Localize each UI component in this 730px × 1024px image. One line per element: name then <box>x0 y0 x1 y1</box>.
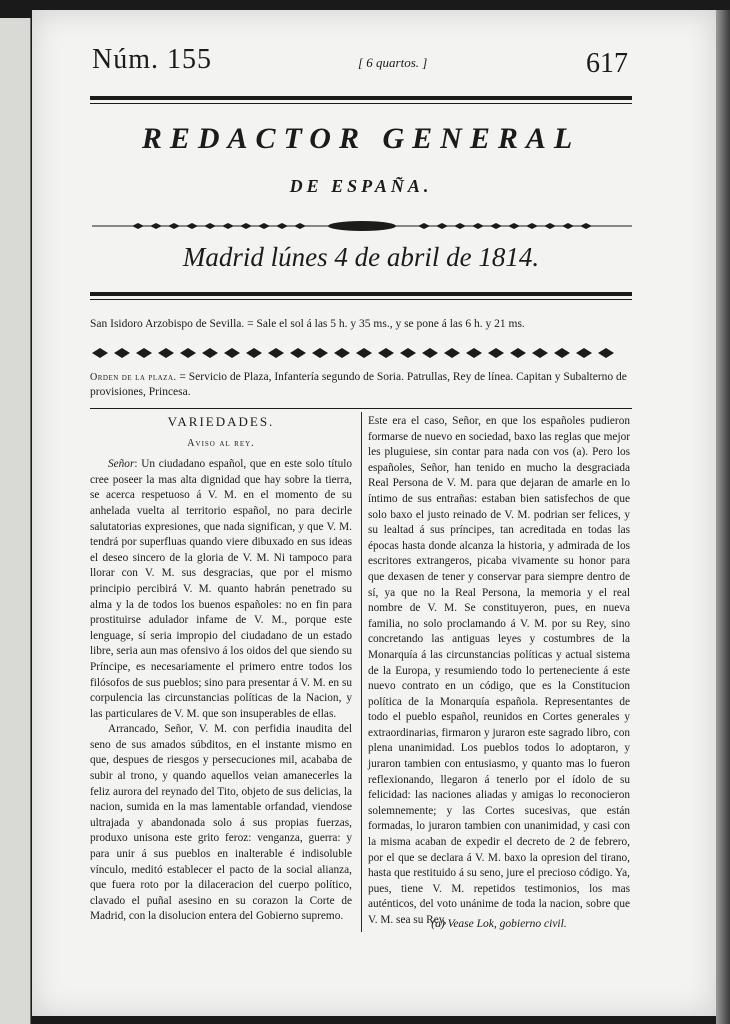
plaza-label: Orden de la plaza. <box>90 372 177 383</box>
paragraph: Este era el caso, Señor, en que los españoles pudieron formarse de nuevo en sociedad, baxo las reglas que mejor les pluguiese, sin contar para nada con vos (a). Pero los españoles, Señor, han tenido en mucho la desgraciada Real Persona de V. M. para que dejaran de amarle en lo íntimo de sus entrañas: estaban bien satisfechos de que solo baxo el justo reinado de V. M. podrian ser felices, y su lealtad á sus príncipes, tan acreditada en todas las épocas hasta donde alcanza la historia, y admirada de los escritores extrangeros, picaba vivamente su honor para que dexasen de tener y conservar para siempre dentro de sí, ya que no la Real Persona, la memoria y el real nombre de V. M. Se constituyeron, pues, en nueva familia, no solo proclamando á V. M. por su Rey, sino concretando las antiguas leyes y costumbres de la Monarquía á las circunstancias políticas y actual sistema de la Europa, y resumiendo todo lo perteneciente á este nuevo contrato en un código, que es la Constitucion política de la Monarquía española. Representantes de todo el pueblo español, reunidos en Cortes generales y extraordinarias, firmaron y juraron este sagrado libro, con plena unanimidad. Los pueblos todos lo adoptaron, y juraron tambien con entusiasmo, y quanto mas lo fueron reflexionando, llegaron á tenerlo por el ídolo de su felicidad: las naciones aliadas y amigas lo reconocieron solemnemente; y las Cortes sucesivas, que están formadas, lo juraron tambien con unanimidad, y casi con la misma acaban de expedir el decreto de 2 de febrero, por el que se declara á V. M. baxo la opresion del tirano, hasta que restituido á su seno, jure el precioso código. Ya, pues, tiene V. M. repetidos testimonios, los mas auténticos, del voto unánime de toda la nacion, sobre que V. M. sea su Rey, <box>368 415 630 926</box>
issue-number: Núm. 155 <box>92 44 212 75</box>
masthead-title: REDACTOR GENERAL <box>141 122 581 155</box>
left-column <box>90 414 352 925</box>
header-rule-thin <box>90 103 632 104</box>
ornament-divider-icon <box>92 218 632 234</box>
plaza-text: = Servicio de Plaza, Infantería segundo de Soria. Patrullas, Rey de línea. Capitan y Subalterno de provisiones, Princesa. <box>90 371 627 398</box>
paragraph-text: : Un ciudadano español, que en este solo título cree poseer la mas alta dignidad que hay sobre la tierra, se acerca respetuoso á V. M. en el momento de su anhelada vuelta al territorio español, no para decirle salutatorias expresiones, que nada significan, y que V. M. tendrá por superfluas quando viere dibuxado en sus ideas el deseo sincero de la gloria de V. M. Ni tampoco para llorar con V. M. sus desgracias, que por el mismo principio percibirá V. M. quanto habrán penetrado su alma y la de todos los buenos españoles: no en fin para prostituirse adulador infame de V. M., porque este lenguage, sí seria impropio del ciudadano de un estado libre, seria aun mas ofensivo á los oidos del que siendo su Príncipe, es necesariamente el primero entre todos los filósofos de sus pueblos; sino para presentar á V. M. en su corpulencia las circunstancias políticas de la Nacion, y las particulares de V. M. que son insuperables de ellas. <box>90 458 352 720</box>
dateline-rule-thin <box>90 299 632 300</box>
columns-top-rule <box>90 408 632 409</box>
dateline-rule-thick <box>90 292 632 296</box>
page-edge-shadow <box>716 10 730 1024</box>
paragraph: Arrancado, Señor, V. M. con perfidia inaudita del seno de sus amados súbditos, en el instante mismo en que, despues de riesgos y persecuciones mil, acababa de subir al trono, y quando aquellos veian amanecerles la feliz aurora del reynado del Tito, objeto de sus delicias, la nacion, sumida en la mas lamentable orfandad, viendose ultrajada y abandonada solo á sus propias fuerzas, produxo unisona este grito feroz: venganza, guerra: y para unir á sus pueblos en inalterable é indisoluble vínculo, meditó establecer el pacto de la social alianza, que fuera roto por la dilaceracion del cuerpo político, clavado el puñal asesino en su corazon la Corte de Madrid, con la disolucion entera del Gobierno supremo. <box>90 723 352 923</box>
footnote: (a) Vease Lok, gobierno civil. <box>431 918 567 930</box>
page-number: 617 <box>586 48 628 79</box>
section-subheading: Aviso al rey. <box>187 437 255 449</box>
masthead-subtitle: DE ESPAÑA. <box>289 176 433 196</box>
issue-price: [ 6 quartos. ] <box>358 55 428 70</box>
dateline: Madrid lúnes 4 de abril de 1814. <box>182 242 540 272</box>
right-column <box>368 414 630 929</box>
facing-page-edge <box>0 18 31 1024</box>
lead-word: Señor <box>108 458 135 471</box>
header-rule-top <box>90 96 632 100</box>
diamond-border-icon <box>92 346 624 360</box>
section-heading: VARIEDADES. <box>167 414 275 429</box>
paragraph <box>90 457 352 722</box>
saint-of-day-line: San Isidoro Arzobispo de Sevilla. = Sale el sol á las 5 h. y 35 ms., y se pone á las 6 h. y 21 ms. <box>90 318 525 330</box>
column-divider <box>361 412 362 932</box>
plaza-orders <box>90 370 634 400</box>
